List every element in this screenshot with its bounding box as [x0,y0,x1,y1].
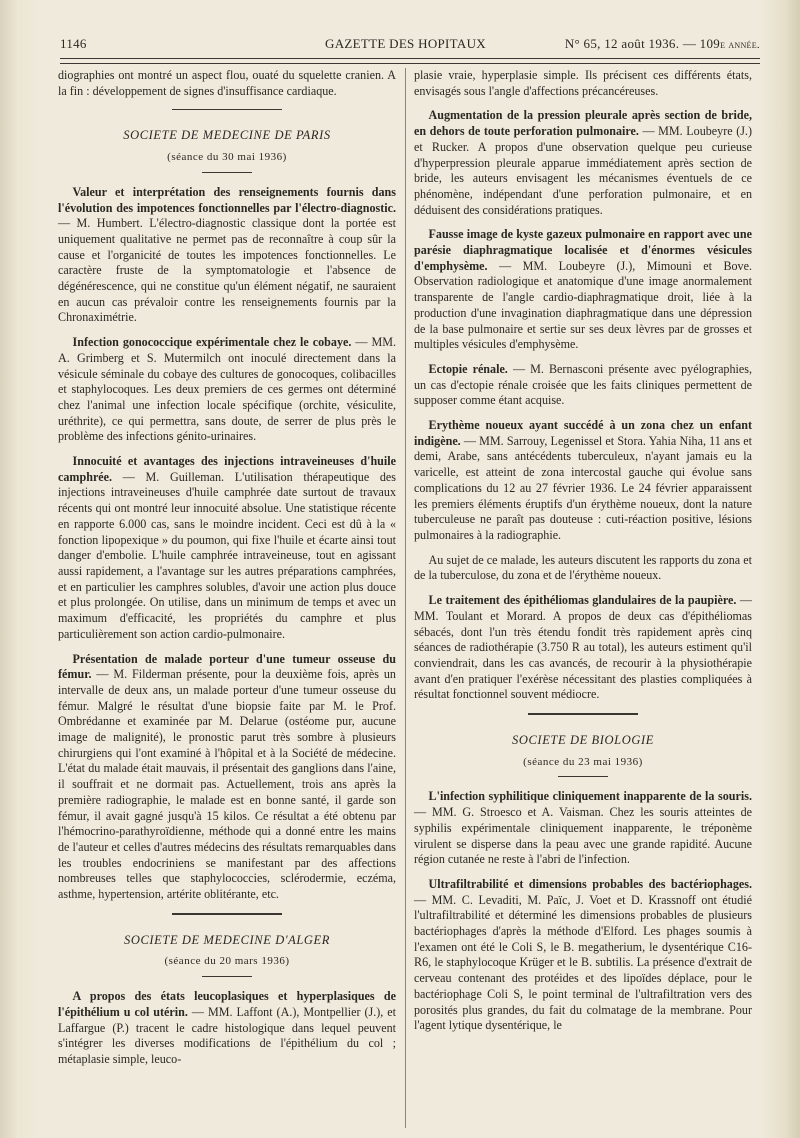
header-rule [60,58,760,64]
article-authors: — MM. Laffont (A.), Montpellier (J.), et Laffargue (P.) [58,1004,397,1035]
short-rule [202,172,252,173]
continued-paragraph: plasie vraie, hyperplasie simple. Ils précisent ces différents états, envisagés sous l'angle d'affections précancéreuses. [414,68,752,98]
article-title: Le traitement des épithéliomas glandulaires de la paupière. [428,593,737,608]
article-title: Valeur et interprétation des renseignements fournis dans l'évolution des impotences fonctionnelles par l'électro-diagnostic. [58,184,396,215]
article-title: Ultrafiltrabilité et dimensions probables des bactériophages. [428,876,752,891]
article-title: Infection gonococcique expérimentale chez le cobaye. [72,335,352,350]
society-heading: SOCIETE DE BIOLOGIE [512,733,654,748]
article-text: présente avec pyélographies, un cas d'ectopie rénale croisée que les faits cliniques permettent de supposer comme étant acquise. [414,361,752,408]
society-heading: SOCIETE DE MEDECINE DE PARIS [123,128,331,143]
article-paragraph [414,108,752,218]
article-title: Augmentation de la pression pleurale après section de bride, en dehors de toute perforation pulmonaire. [414,108,752,139]
article-authors: — MM. Loubeyre (J.), Mimouni et Bove. [499,258,752,273]
article-text: Yahia Niha, 11 ans et demi, Arabe, sans antécédents tuberculeux, n'ayant jamais eu la varicelle, est atteint de zona intercostal gauche qui évolue sans complications du 12 au 27 février 1936. Le 24 février apparaissent les premiers éléments éruptifs d'un érythème noueux, dont la nature tuberculeuse ne paraît pas douteuse : cuti-réaction positive, lésions pulmonaires à la radiographie. [414,433,752,542]
article-paragraph [58,335,396,445]
article-title: Innocuité et avantages des injections intraveineuses d'huile camphrée. [58,454,396,484]
article-authors: — M. Filderman [96,667,182,682]
society-heading: SOCIETE DE MEDECINE D'ALGER [123,932,330,947]
intro-paragraph: diographies ont montré un aspect flou, ouaté du squelette cranien. A la fin : développement de signes d'insuffisance cardiaque. [58,68,396,98]
article-text: L'utilisation thérapeutique des injections intraveineuses d'huile camphrée date surtout de travaux récents qui ont montré leur innocuité absolue. Une statistique récente en rapporte 6.000 cas, sans le moindre incident. Ceci est dû à la « fonction lipopexique » du poumon, qui fixe l'huile et écarte ainsi tout danger d'embolie. L'huile camphrée intraveineuse, tout en agissant aussi rapidement, a l'avantage sur les autres préparations camphrées, et en particulier les camphres solubles, d'avoir une action plus douce et plus prolongée. On utilise, dans un minimum de temps et avec un maximum d'efficacité, les propriétés du camphre et plus particulièrement son action cardio-pulmonaire. [58,469,396,641]
issue-suffix: e année. [720,39,760,51]
journal-title: GAZETTE DES HOPITAUX [325,36,486,51]
short-rule [202,976,252,977]
article-text: ont étudié l'ultrafiltrabilité et déterminé les dimensions probables de plusieurs bactériophages d'après la méthode d'Elford. Les phages soumis à l'examen ont été le Coli S, le B. megatherium, le dysentérique C16-R6, le staphylocoque Krüger et le B. subtilis. La présence d'extrait de cerveau contenant des protéides et des lipoïdes déplace, pour le bactériophage Coli S, le point terminal de l'ultrafiltration vers des porosités plus grandes, du fait du colmatage de la membrane. Pour l'agent lytique dysentérique, le [414,892,752,1033]
article-paragraph [58,989,396,1068]
article-authors: — MM. Loubeyre (J.) et Rucker. [414,124,752,154]
section-rule [172,913,282,915]
article-title: A propos des états leucoplasiques et hyperplasiques de l'épithélium u col utérin. [58,989,396,1019]
article-authors: — MM. Toulant et Morard. [414,593,752,623]
article-title: Ectopie rénale. [428,361,508,376]
article-authors: — M. Guilleman. [122,469,225,484]
article-text: présente, pour la deuxième fois, après un intervalle de deux ans, un malade porteur d'une tumeur osseuse du fémur. Malgré le résultat d'une biopsie faite par M. le Prof. Ombrédanne et examinée par M. Delarue (ostéome pur, aucune image de malignité), le pronostic parut très sombre à plusieurs chirurgiens qui l'ont examiné à l'hôpital et à la Société de médecine. L'état du malade était mauvais, il présentait des ganglions dans l'aine, il souffrait et ne dormait pas. Actuellement, trois ans après la première radiographie, le malade est en bonne santé, il garde son fémur, il avait gagné jusqu'à 15 kilos. Ce résultat a été obtenu par l'hémocrino-parathyroïdienne, méthode qui a donné entre les mains de l'auteur et celles d'autres médecins des résultats remarquables dans les troubles endocriniens se manifestant par des affections nombreuses telles que staphylococcies, sclérodermie, eczéma, asthme, hypertension, artérite oblitérante, etc. [58,667,396,902]
article-text: L'électro-diagnostic classique dont la portée est uniquement qualitative ne permet pas de reconnaître à coup sûr la cause et l'organicité de toutes les impotences fonctionnelles. Le caractère fruste de la symptomatologie et l'absence de dégénérescence, qui ne constitue qu'un élément négatif, ne sauraient en aucun cas prévaloir contre les renseignements fournis par la Chronaximétrie. [58,216,396,325]
session-date: (séance du 20 mars 1936) [164,955,290,968]
article-authors: — MM. C. Levaditi, M. Païc, J. Voet et D. Krassnoff [414,892,696,907]
article-paragraph-continued: Au sujet de ce malade, les auteurs discutent les rapports du zona et de la tuberculose, du zona et de l'érythème noueux. [414,552,752,583]
article-authors: — MM. Sarrouy, Legenissel et Stora. [463,433,646,448]
column-divider [405,68,406,1128]
article-title: Fausse image de kyste gazeux pulmonaire en rapport avec une parésie diaphragmatique localisée et d'énormes vésicules d'emphysème. [414,227,752,273]
article-title: Présentation de malade porteur d'une tumeur osseuse du fémur. [58,651,396,682]
article-paragraph [414,789,752,868]
article-paragraph [414,418,752,544]
issue-line [565,36,760,52]
article-paragraph [58,454,396,642]
article-text: Chez les souris atteintes de syphilis expérimentale cliniquement inapparente, le tréponème virulent se disperse dans la peau avec une grande rapidité. Aucune région cutanée ne reste à l'abri de l'infection. [414,805,752,867]
page-number: 1146 [60,36,87,51]
article-paragraph [414,877,752,1034]
article-authors: — M. Humbert. [58,216,143,231]
article-authors: — MM. G. Stroesco et A. Vaisman. [414,805,604,820]
article-paragraph [414,227,752,353]
article-paragraph [58,652,396,903]
article-text: A propos d'une observation quelque peu curieuse d'hyperpression pleurale apparue immédiatement après section de bride, les auteurs envisagent les mécanismes éventuels de ce phénomène, indépendant d'une perforation pulmonaire, et en déduisent des considérations pratiques. [414,139,753,217]
running-header [60,36,760,56]
article-text: tracent le cadre histologique dans lequel peuvent s'intégrer les diverses modifications de l'épithélium du col ; métaplasie simple, leuco- [58,1020,396,1066]
article-title: Erythème noueux ayant succédé à un zona chez un enfant indigène. [414,418,752,448]
session-date: (séance du 30 mai 1936) [167,151,287,164]
short-rule [558,776,608,777]
article-title: L'infection syphilitique cliniquement inapparente de la souris. [428,789,752,804]
article-authors: — MM. A. Grimberg et S. Mutermilch [58,335,396,365]
left-column [58,68,396,1077]
right-column [414,68,752,1043]
article-text: Observation radiologique et anatomique d'une image anormalement transparente de l'angle cardio-diaphragmatique droit, liée à la production d'une invagination diaphragmatique dans une dépression de la base pulmonaire et sertie sur ses deux lèvres par de grosses et multiples vésicules d'emphysème. [414,274,752,352]
article-authors: — M. Bernasconi [512,361,604,376]
article-paragraph [414,593,752,703]
article-text: ont inoculé directement dans la vésicule séminale du cobaye des cultures de gonocoques, colibacilles et staphylocoques. Les deux premiers de ces germes ont déterminé chez l'animal une infection locale spécifique (orchite, vésiculite, uréthrite), ce qui permettra, sans doute, de serrer de plus près le problème des infections génito-urinaires. [58,350,396,444]
session-date: (séance du 23 mai 1936) [523,755,643,768]
issue-text: N° 65, 12 août 1936. — 109 [564,36,721,51]
article-paragraph [414,362,752,409]
article-paragraph [58,185,396,326]
section-rule [528,713,638,715]
section-rule [172,109,282,110]
article-text: A propos de deux cas d'épithéliomas sébacés, dont l'un très étendu fondit très rapidement après cinq séances de radiothérapie (3.750 R au total), les auteurs estiment qu'il conviendrait, dans les cas avancés, de recourir à la physiothérapie avant d'en pratiquer l'exérèse nécessitant des plasties compliquées à résultat fonctionnel souvent médiocre. [414,608,752,702]
